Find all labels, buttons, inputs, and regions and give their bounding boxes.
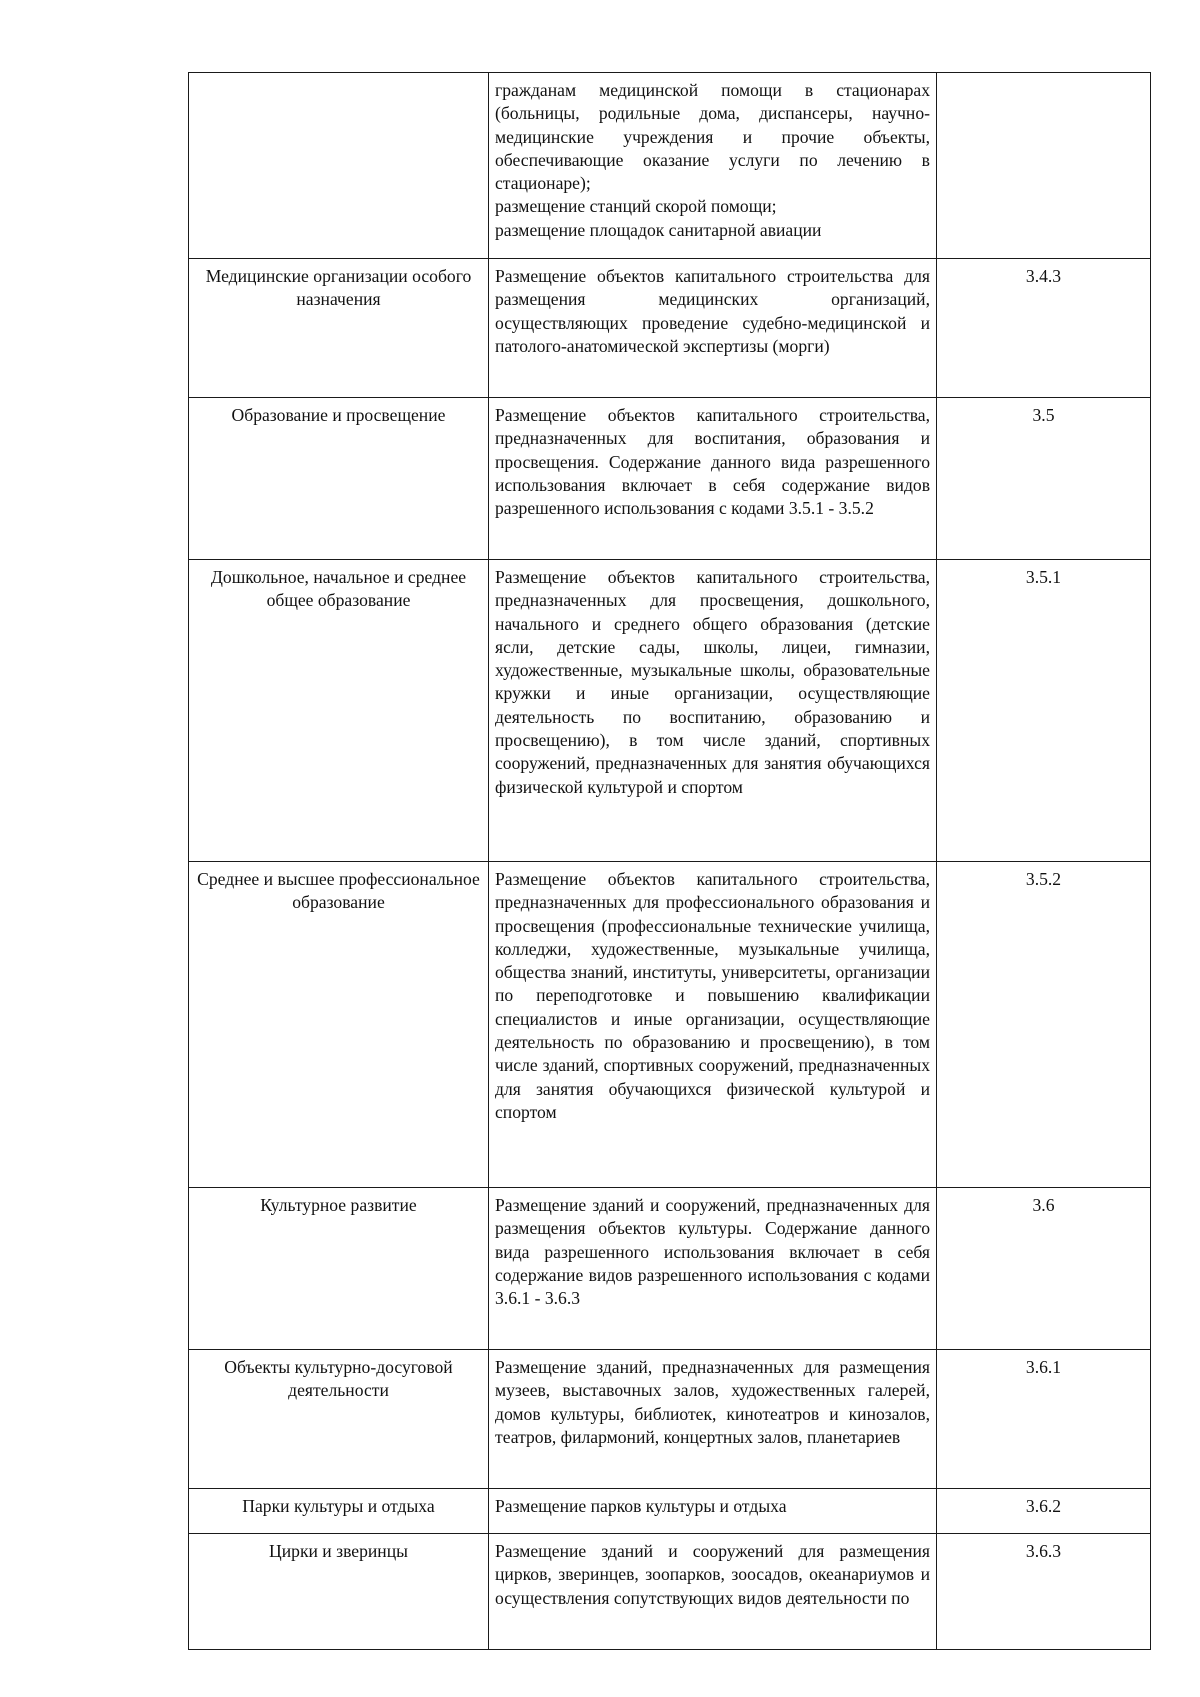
use-type-code: 3.5.2 xyxy=(937,862,1151,1188)
use-type-code: 3.6.1 xyxy=(937,1350,1151,1489)
table-row xyxy=(189,1489,1151,1534)
use-type-name: Медицинские организации особого назначения xyxy=(189,259,489,398)
use-type-description xyxy=(489,259,937,398)
use-type-code: 3.5.1 xyxy=(937,560,1151,862)
description-paragraph: Размещение зданий и сооружений для размещения цирков, зверинцев, зоопарков, зоосадов, океанариумов и осуществления сопутствующих видов деятельности по xyxy=(495,1541,930,1608)
description-paragraph: Размещение зданий, предназначенных для размещения музеев, выставочных залов, художественных галерей, домов культуры, библиотек, кинотеатров и кинозалов, театров, филармоний, концертных залов, планетариев xyxy=(495,1357,930,1447)
use-type-name: Парки культуры и отдыха xyxy=(189,1489,489,1534)
use-type-name: Среднее и высшее профессиональное образование xyxy=(189,862,489,1188)
use-type-description xyxy=(489,1350,937,1489)
use-type-code: 3.5 xyxy=(937,398,1151,560)
table-row xyxy=(189,398,1151,560)
use-type-name: Объекты культурно-досуговой деятельности xyxy=(189,1350,489,1489)
use-type-name: Образование и просвещение xyxy=(189,398,489,560)
table-row xyxy=(189,1534,1151,1650)
description-paragraph: размещение площадок санитарной авиации xyxy=(495,219,822,240)
description-paragraph: гражданам медицинской помощи в стационарах (больницы, родильные дома, диспансеры, научно-медицинские учреждения и прочие объекты, обеспечивающие оказание услуги по лечению в стационаре); xyxy=(495,80,930,194)
description-paragraph: размещение станций скорой помощи; xyxy=(495,196,777,217)
use-type-description xyxy=(489,1489,937,1534)
use-type-description xyxy=(489,73,937,259)
use-type-name: Дошкольное, начальное и среднее общее образование xyxy=(189,560,489,862)
table-row xyxy=(189,1350,1151,1489)
use-type-name: Цирки и зверинцы xyxy=(189,1534,489,1650)
description-paragraph: Размещение парков культуры и отдыха xyxy=(495,1496,787,1516)
use-type-code: 3.6 xyxy=(937,1188,1151,1350)
use-type-code xyxy=(937,73,1151,259)
description-paragraph: Размещение объектов капитального строительства, предназначенных для воспитания, образования и просвещения. Содержание данного вида разрешенного использования включает в себя содержание видов разрешенного использования с кодами 3.5.1 - 3.5.2 xyxy=(495,405,930,519)
use-type-code: 3.6.3 xyxy=(937,1534,1151,1650)
use-type-description xyxy=(489,1534,937,1650)
table-row xyxy=(189,73,1151,259)
use-type-description xyxy=(489,1188,937,1350)
use-type-description xyxy=(489,398,937,560)
use-type-name xyxy=(189,73,489,259)
description-paragraph: Размещение объектов капитального строительства для размещения медицинских организаций, осуществляющих проведение судебно-медицинской и патолого-анатомической экспертизы (морги) xyxy=(495,266,930,356)
description-paragraph: Размещение объектов капитального строительства, предназначенных для просвещения, дошкольного, начального и среднего общего образования (детские ясли, детские сады, школы, лицеи, гимназии, художественные, музыкальные школы, образовательные кружки и иные организации, осуществляющие деятельность по воспитанию, образованию и просвещению), в том числе зданий, спортивных сооружений, предназначенных для занятия обучающихся физической культурой и спортом xyxy=(495,567,930,797)
description-paragraph: Размещение объектов капитального строительства, предназначенных для профессионального образования и просвещения (профессиональные технические училища, колледжи, художественные, музыкальные училища, общества знаний, институты, университеты, организации по переподготовке и повышению квалификации специалистов и иные организации, осуществляющие деятельность по образованию и просвещению), в том числе зданий, спортивных сооружений, предназначенных для занятия обучающихся физической культурой и спортом xyxy=(495,869,930,1122)
use-type-code: 3.6.2 xyxy=(937,1489,1151,1534)
use-type-description xyxy=(489,560,937,862)
use-type-code: 3.4.3 xyxy=(937,259,1151,398)
use-type-description xyxy=(489,862,937,1188)
table-row xyxy=(189,862,1151,1188)
table-row xyxy=(189,259,1151,398)
table-row xyxy=(189,1188,1151,1350)
land-use-table xyxy=(188,72,1151,1650)
table-row xyxy=(189,560,1151,862)
description-paragraph: Размещение зданий и сооружений, предназначенных для размещения объектов культуры. Содержание данного вида разрешенного использования включает в себя содержание видов разрешенного использования с кодами 3.6.1 - 3.6.3 xyxy=(495,1195,930,1309)
use-type-name: Культурное развитие xyxy=(189,1188,489,1350)
